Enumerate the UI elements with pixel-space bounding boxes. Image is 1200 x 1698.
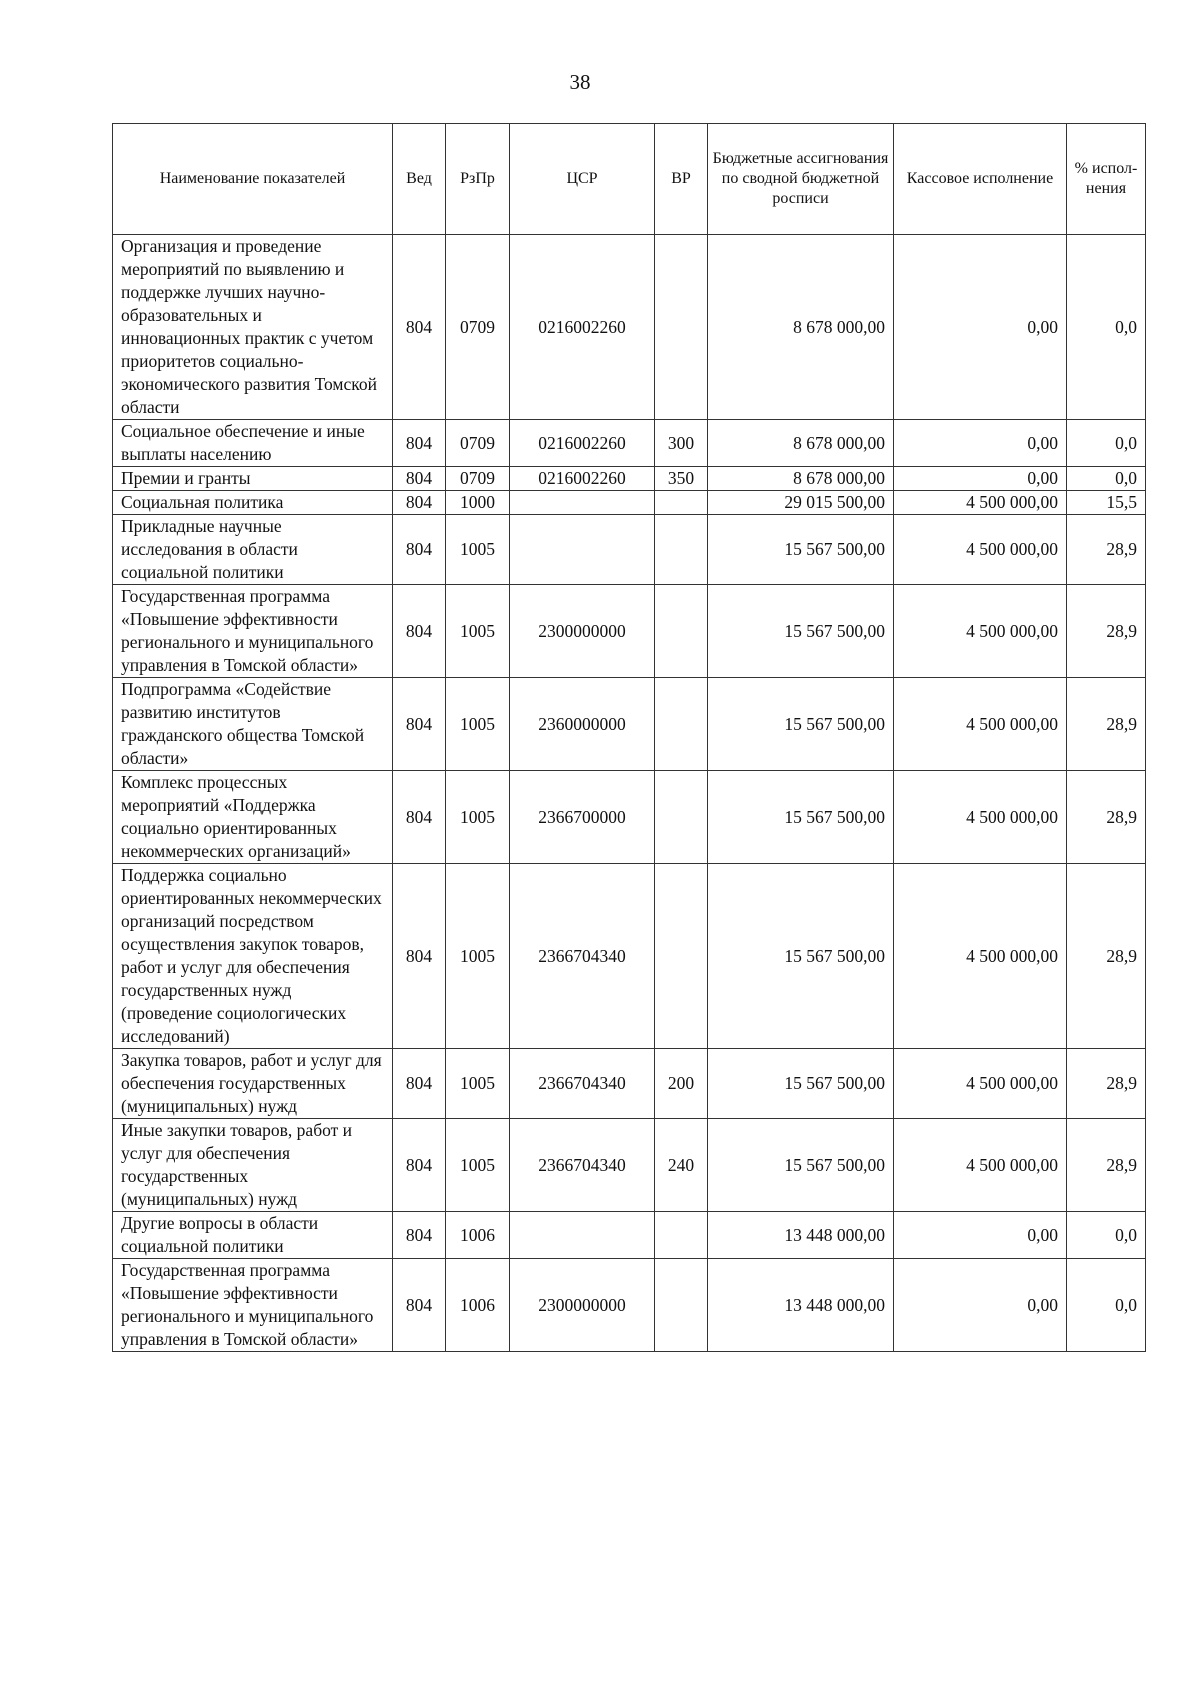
cell-rzpr: 1005	[446, 678, 510, 771]
cell-vr: 240	[655, 1119, 708, 1212]
cell-rzpr: 1006	[446, 1212, 510, 1259]
cell-pct: 0,0	[1067, 420, 1146, 467]
table-row	[113, 491, 1146, 515]
header-plan: Бюджетные ассигнования по сводной бюджетной росписи	[708, 124, 894, 235]
cell-plan: 8 678 000,00	[708, 235, 894, 420]
cell-fact: 4 500 000,00	[894, 1049, 1067, 1119]
cell-pct: 28,9	[1067, 678, 1146, 771]
cell-pct: 28,9	[1067, 515, 1146, 585]
cell-vr	[655, 515, 708, 585]
cell-pct: 28,9	[1067, 1119, 1146, 1212]
cell-ved: 804	[393, 235, 446, 420]
cell-plan: 8 678 000,00	[708, 467, 894, 491]
cell-plan: 15 567 500,00	[708, 864, 894, 1049]
cell-name: Организация и проведение мероприятий по выявлению и поддержке лучших научно-образовательных и инновационных практик с учетом приоритетов социально-экономического развития Томской области	[113, 235, 393, 420]
cell-ved: 804	[393, 467, 446, 491]
table-row	[113, 1212, 1146, 1259]
header-pct: % испол-нения	[1067, 124, 1146, 235]
cell-fact: 0,00	[894, 467, 1067, 491]
cell-ved: 804	[393, 1049, 446, 1119]
cell-ved: 804	[393, 1259, 446, 1352]
cell-name: Иные закупки товаров, работ и услуг для обеспечения государственных (муниципальных) нужд	[113, 1119, 393, 1212]
cell-fact: 4 500 000,00	[894, 585, 1067, 678]
cell-name: Комплекс процессных мероприятий «Поддержка социально ориентированных некоммерческих организаций»	[113, 771, 393, 864]
cell-rzpr: 0709	[446, 467, 510, 491]
cell-plan: 15 567 500,00	[708, 771, 894, 864]
header-fact: Кассовое исполнение	[894, 124, 1067, 235]
cell-vr	[655, 585, 708, 678]
cell-fact: 4 500 000,00	[894, 1119, 1067, 1212]
cell-rzpr: 1000	[446, 491, 510, 515]
cell-vr	[655, 771, 708, 864]
cell-rzpr: 1005	[446, 771, 510, 864]
cell-plan: 15 567 500,00	[708, 515, 894, 585]
cell-vr: 200	[655, 1049, 708, 1119]
cell-csr: 2360000000	[510, 678, 655, 771]
cell-fact: 0,00	[894, 420, 1067, 467]
cell-csr: 2366704340	[510, 1119, 655, 1212]
cell-ved: 804	[393, 1119, 446, 1212]
cell-name: Социальная политика	[113, 491, 393, 515]
cell-name: Поддержка социально ориентированных некоммерческих организаций посредством осуществления закупок товаров, работ и услуг для обеспечения государственных нужд (проведение социологических исследований)	[113, 864, 393, 1049]
cell-pct: 28,9	[1067, 864, 1146, 1049]
table-row	[113, 585, 1146, 678]
table-row	[113, 235, 1146, 420]
cell-plan: 13 448 000,00	[708, 1259, 894, 1352]
cell-csr: 2300000000	[510, 1259, 655, 1352]
cell-name: Прикладные научные исследования в области социальной политики	[113, 515, 393, 585]
cell-rzpr: 1005	[446, 515, 510, 585]
table-row	[113, 467, 1146, 491]
cell-ved: 804	[393, 864, 446, 1049]
cell-fact: 0,00	[894, 235, 1067, 420]
cell-plan: 15 567 500,00	[708, 678, 894, 771]
cell-csr: 2366704340	[510, 1049, 655, 1119]
cell-rzpr: 1006	[446, 1259, 510, 1352]
cell-rzpr: 1005	[446, 1049, 510, 1119]
table-row	[113, 678, 1146, 771]
cell-ved: 804	[393, 771, 446, 864]
cell-csr: 2366704340	[510, 864, 655, 1049]
cell-ved: 804	[393, 420, 446, 467]
cell-pct: 28,9	[1067, 1049, 1146, 1119]
cell-pct: 0,0	[1067, 467, 1146, 491]
header-ved: Вед	[393, 124, 446, 235]
header-rzpr: РзПр	[446, 124, 510, 235]
cell-plan: 15 567 500,00	[708, 585, 894, 678]
cell-fact: 0,00	[894, 1259, 1067, 1352]
table-header-row	[113, 124, 1146, 235]
cell-ved: 804	[393, 515, 446, 585]
cell-csr: 2300000000	[510, 585, 655, 678]
cell-pct: 0,0	[1067, 235, 1146, 420]
cell-pct: 28,9	[1067, 585, 1146, 678]
cell-plan: 8 678 000,00	[708, 420, 894, 467]
cell-csr	[510, 515, 655, 585]
cell-ved: 804	[393, 1212, 446, 1259]
page-number: 38	[569, 70, 591, 94]
cell-csr: 0216002260	[510, 467, 655, 491]
cell-pct: 0,0	[1067, 1259, 1146, 1352]
cell-fact: 4 500 000,00	[894, 864, 1067, 1049]
cell-vr	[655, 491, 708, 515]
cell-fact: 4 500 000,00	[894, 491, 1067, 515]
cell-csr: 0216002260	[510, 235, 655, 420]
cell-ved: 804	[393, 585, 446, 678]
cell-fact: 4 500 000,00	[894, 771, 1067, 864]
cell-vr	[655, 1212, 708, 1259]
cell-vr	[655, 235, 708, 420]
table-row	[113, 1119, 1146, 1212]
cell-vr	[655, 864, 708, 1049]
cell-rzpr: 1005	[446, 864, 510, 1049]
cell-ved: 804	[393, 491, 446, 515]
cell-pct: 28,9	[1067, 771, 1146, 864]
cell-csr: 2366700000	[510, 771, 655, 864]
cell-fact: 4 500 000,00	[894, 515, 1067, 585]
cell-vr: 350	[655, 467, 708, 491]
table-row	[113, 864, 1146, 1049]
table-row	[113, 1259, 1146, 1352]
cell-pct: 0,0	[1067, 1212, 1146, 1259]
cell-name: Государственная программа «Повышение эффективности регионального и муниципального управления в Томской области»	[113, 1259, 393, 1352]
budget-table	[112, 123, 1146, 1352]
cell-name: Закупка товаров, работ и услуг для обеспечения государственных (муниципальных) нужд	[113, 1049, 393, 1119]
cell-fact: 4 500 000,00	[894, 678, 1067, 771]
cell-rzpr: 1005	[446, 585, 510, 678]
cell-csr	[510, 491, 655, 515]
table-row	[113, 515, 1146, 585]
cell-name: Другие вопросы в области социальной политики	[113, 1212, 393, 1259]
cell-vr	[655, 1259, 708, 1352]
table-row	[113, 420, 1146, 467]
cell-pct: 15,5	[1067, 491, 1146, 515]
cell-vr	[655, 678, 708, 771]
cell-rzpr: 0709	[446, 420, 510, 467]
cell-vr: 300	[655, 420, 708, 467]
table-row	[113, 771, 1146, 864]
header-vr: ВР	[655, 124, 708, 235]
header-name: Наименование показателей	[113, 124, 393, 235]
cell-fact: 0,00	[894, 1212, 1067, 1259]
cell-rzpr: 0709	[446, 235, 510, 420]
cell-ved: 804	[393, 678, 446, 771]
cell-csr: 0216002260	[510, 420, 655, 467]
cell-name: Подпрограмма «Содействие развитию институтов гражданского общества Томской области»	[113, 678, 393, 771]
cell-rzpr: 1005	[446, 1119, 510, 1212]
cell-name: Премии и гранты	[113, 467, 393, 491]
cell-plan: 15 567 500,00	[708, 1119, 894, 1212]
header-csr: ЦСР	[510, 124, 655, 235]
cell-csr	[510, 1212, 655, 1259]
table-row	[113, 1049, 1146, 1119]
cell-name: Социальное обеспечение и иные выплаты населению	[113, 420, 393, 467]
cell-plan: 29 015 500,00	[708, 491, 894, 515]
cell-name: Государственная программа «Повышение эффективности регионального и муниципального управления в Томской области»	[113, 585, 393, 678]
cell-plan: 13 448 000,00	[708, 1212, 894, 1259]
cell-plan: 15 567 500,00	[708, 1049, 894, 1119]
